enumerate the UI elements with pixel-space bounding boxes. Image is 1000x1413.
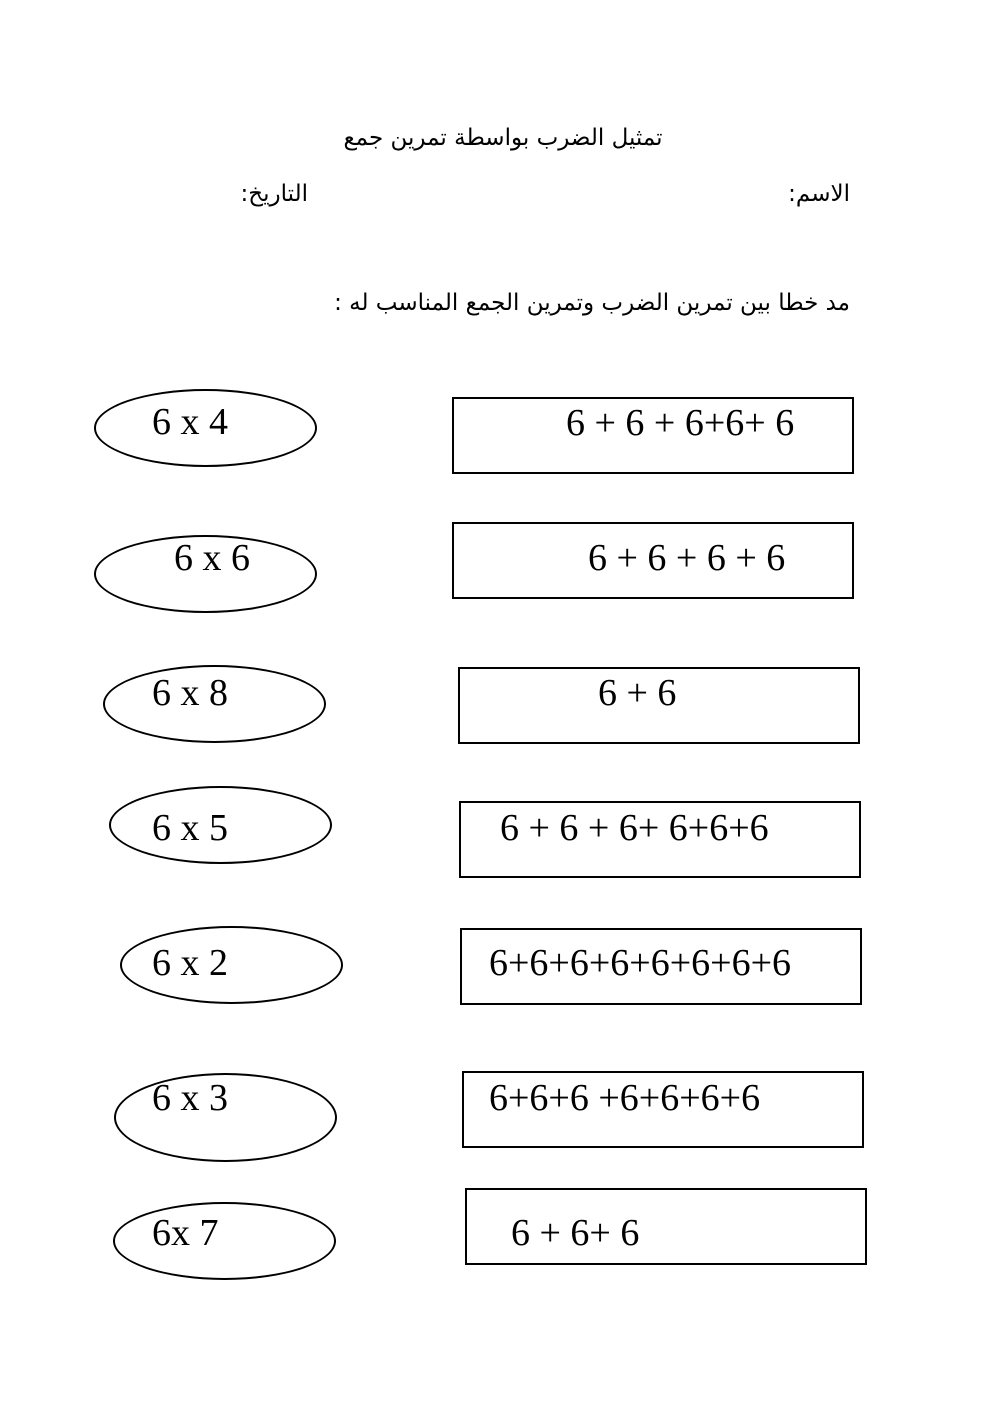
page-title: تمثيل الضرب بواسطة تمرين جمع bbox=[343, 125, 663, 151]
multiplication-expression: 6 x 2 bbox=[152, 942, 228, 984]
date-label: التاريخ: bbox=[240, 181, 308, 207]
addition-expression: 6 + 6 + 6 + 6 bbox=[588, 537, 786, 579]
multiplication-expression: 6 x 6 bbox=[174, 537, 250, 579]
multiplication-oval bbox=[113, 1202, 336, 1280]
addition-expression: 6 + 6+ 6 bbox=[511, 1212, 640, 1254]
name-label: الاسم: bbox=[788, 181, 850, 207]
addition-expression: 6 + 6 bbox=[598, 672, 677, 714]
multiplication-expression: 6 x 5 bbox=[152, 807, 228, 849]
multiplication-expression: 6x 7 bbox=[152, 1212, 219, 1254]
addition-expression: 6+6+6+6+6+6+6+6 bbox=[489, 942, 792, 984]
instructions: مد خطا بين تمرين الضرب وتمرين الجمع المناسب له : bbox=[334, 290, 850, 316]
multiplication-expression: 6 x 8 bbox=[152, 672, 228, 714]
addition-expression: 6+6+6 +6+6+6+6 bbox=[489, 1077, 761, 1119]
addition-expression: 6 + 6 + 6+ 6+6+6 bbox=[500, 807, 769, 849]
multiplication-expression: 6 x 4 bbox=[152, 401, 228, 443]
addition-expression: 6 + 6 + 6+6+ 6 bbox=[566, 402, 795, 444]
multiplication-expression: 6 x 3 bbox=[152, 1077, 228, 1119]
